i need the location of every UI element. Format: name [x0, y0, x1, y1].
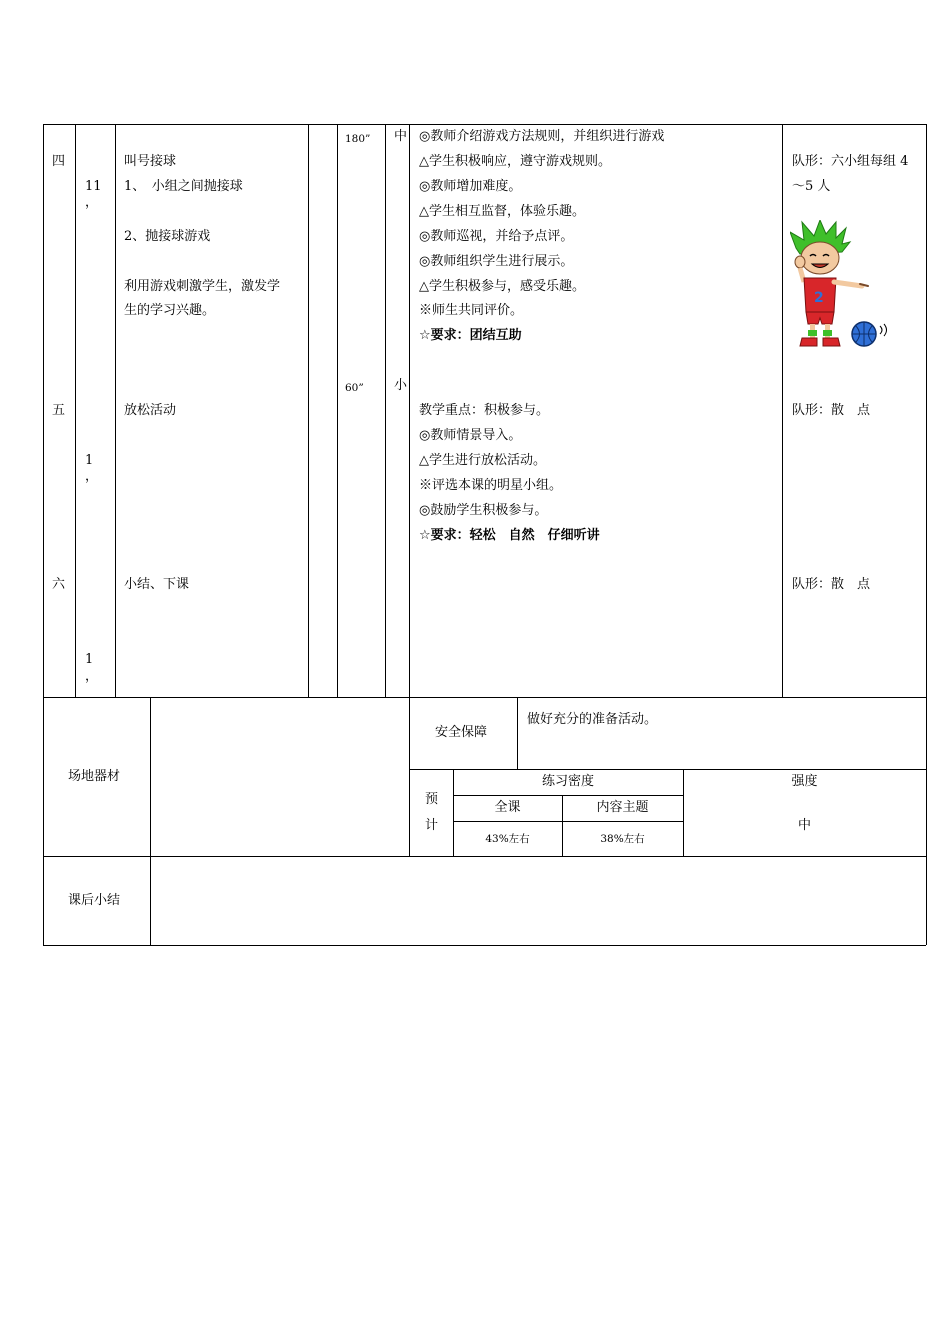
formation-four-line-2: ～5 人 [792, 179, 831, 194]
requirement-five: ☆要求：轻松 自然 仔细听讲 [419, 528, 600, 543]
time-four-mark: ， [85, 195, 99, 210]
method-line: ◎教师情景导入。 [419, 428, 522, 443]
formation-five: 队形：散 点 [792, 403, 871, 418]
basketball-icon [852, 322, 887, 346]
method-line: ◎教师巡视，并给予点评。 [419, 229, 574, 244]
time-six-mark: ， [85, 669, 99, 684]
estimate-label-bottom: 计 [425, 818, 439, 833]
svg-text:2: 2 [814, 290, 824, 306]
time-six: 1 [85, 652, 94, 667]
content-four-item-1: 1、 小组之间抛接球 [124, 179, 243, 194]
method-line: ※评选本课的明星小组。 [419, 478, 563, 493]
content-five: 放松活动 [124, 403, 177, 418]
duration-five: 60” [345, 382, 364, 394]
method-line: ◎教师增加难度。 [419, 179, 522, 194]
practice-density-header: 练习密度 [541, 774, 594, 789]
section-number-four: 四 [52, 154, 66, 169]
content-four-goal-line-1: 利用游戏刺激学生，激发学 [124, 279, 281, 294]
section-number-six: 六 [52, 577, 66, 592]
method-line: ◎教师介绍游戏方法规则，并组织进行游戏 [419, 129, 665, 144]
time-four: 11 [85, 179, 102, 194]
estimate-label-top: 预 [425, 792, 439, 807]
content-six: 小结、下课 [124, 577, 190, 592]
strength-value: 中 [797, 818, 811, 833]
section-number-five: 五 [52, 403, 66, 418]
formation-six: 队形：散 点 [792, 577, 871, 592]
intensity-four: 中 [394, 129, 408, 144]
content-four-goal-line-2: 生的学习兴趣。 [124, 303, 216, 318]
method-line: 教学重点：积极参与。 [419, 403, 550, 418]
formation-four-line-1: 队形：六小组每组 4 [792, 154, 909, 169]
safety-value: 做好充分的准备活动。 [527, 712, 658, 727]
whole-lesson-density: 43%左右 [485, 833, 530, 845]
duration-four: 180” [345, 133, 371, 145]
content-four-item-2: 2、抛接球游戏 [124, 229, 211, 244]
content-four-title: 叫号接球 [124, 154, 177, 169]
method-line: △学生进行放松活动。 [419, 453, 546, 468]
method-line: △学生积极响应，遵守游戏规则。 [419, 154, 611, 169]
time-five-mark: ， [85, 469, 99, 484]
strength-header: 强度 [791, 774, 818, 789]
method-line: △学生相互监督，体验乐趣。 [419, 204, 585, 219]
cartoon-boy-illustration [790, 220, 894, 352]
time-five: 1 [85, 453, 94, 468]
intensity-five: 小 [394, 378, 408, 393]
method-line: △学生积极参与，感受乐趣。 [419, 279, 585, 294]
requirement-four: ☆要求：团结互助 [419, 328, 522, 343]
method-line: ◎鼓励学生积极参与。 [419, 503, 548, 518]
safety-label: 安全保障 [435, 725, 488, 740]
venue-equipment-label: 场地器材 [68, 769, 121, 784]
method-line: ※师生共同评价。 [419, 303, 524, 318]
after-class-summary-label: 课后小结 [68, 893, 121, 908]
content-topic-header: 内容主题 [596, 800, 649, 815]
whole-lesson-header: 全课 [494, 800, 521, 815]
method-line: ◎教师组织学生进行展示。 [419, 254, 574, 269]
content-topic-density: 38%左右 [600, 833, 645, 845]
